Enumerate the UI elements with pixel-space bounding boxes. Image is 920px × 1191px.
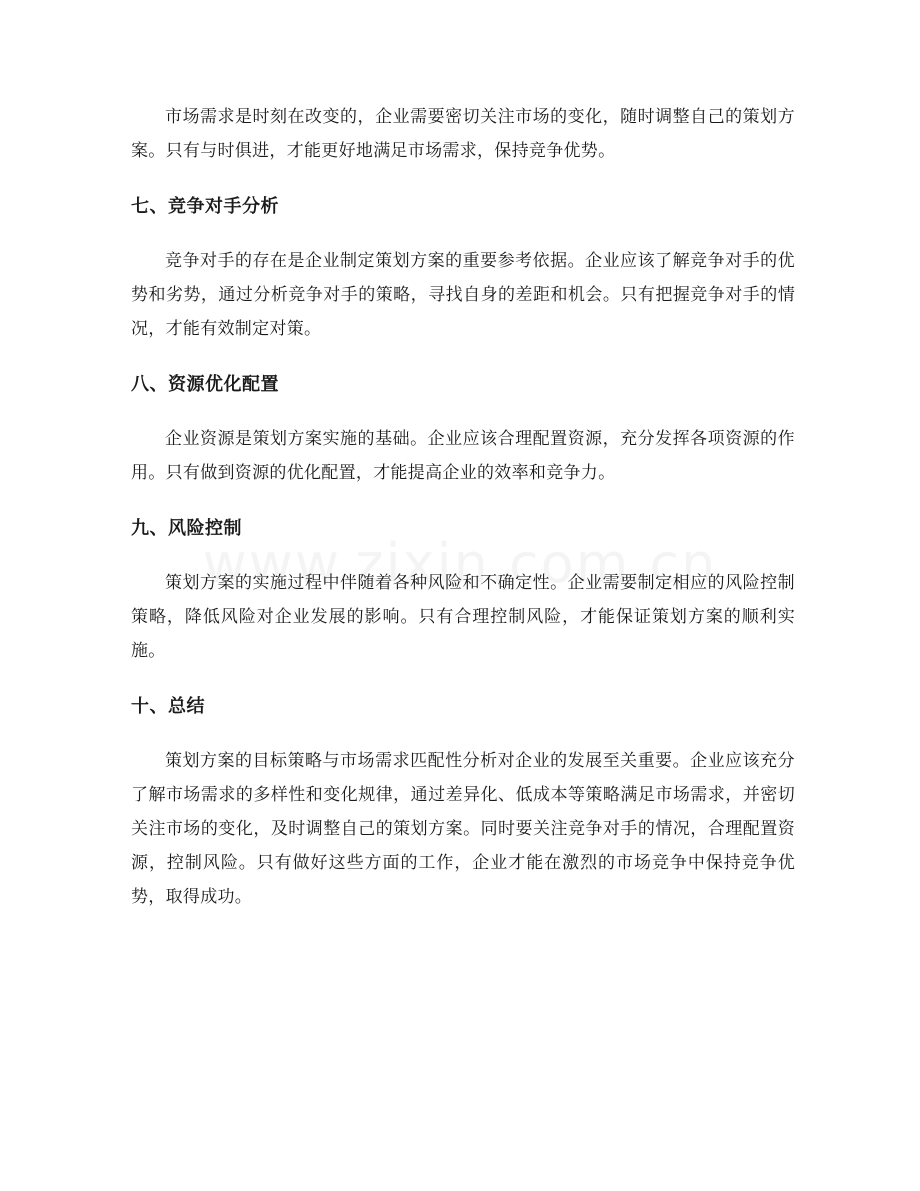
section-paragraph-resource-allocation: 企业资源是策划方案实施的基础。企业应该合理配置资源，充分发挥各项资源的作用。只有做到资源的优化配置，才能提高企业的效率和竞争力。: [131, 429, 795, 483]
section-paragraph-competitor-analysis: 竞争对手的存在是企业制定策划方案的重要参考依据。企业应该了解竞争对手的优势和劣势，通过分析竞争对手的策略，寻找自身的差距和机会。只有把握竞争对手的情况，才能有效制定对策。: [131, 251, 795, 339]
section-heading-risk-control: 九、风险控制: [131, 518, 242, 539]
section-heading-competitor-analysis: 七、竞争对手分析: [131, 196, 279, 217]
section-paragraph-summary: 策划方案的目标策略与市场需求匹配性分析对企业的发展至关重要。企业应该充分了解市场需求的多样性和变化规律，通过差异化、低成本等策略满足市场需求，并密切关注市场的变化，及时调整自己的策划方案。同时要关注竞争对手的情况，合理配置资源，控制风险。只有做好这些方面的工作，企业才能在激烈的市场竞争中保持竞争优势，取得成功。: [131, 751, 795, 907]
section-heading-summary: 十、总结: [131, 696, 205, 717]
section-paragraph-risk-control: 策划方案的实施过程中伴随着各种风险和不确定性。企业需要制定相应的风险控制策略，降低风险对企业发展的影响。只有合理控制风险，才能保证策划方案的顺利实施。: [131, 573, 795, 661]
document-body: [131, 100, 795, 914]
section-heading-resource-allocation: 八、资源优化配置: [131, 374, 279, 395]
intro-paragraph: 市场需求是时刻在改变的，企业需要密切关注市场的变化，随时调整自己的策划方案。只有与时俱进，才能更好地满足市场需求，保持竞争优势。: [131, 107, 795, 161]
